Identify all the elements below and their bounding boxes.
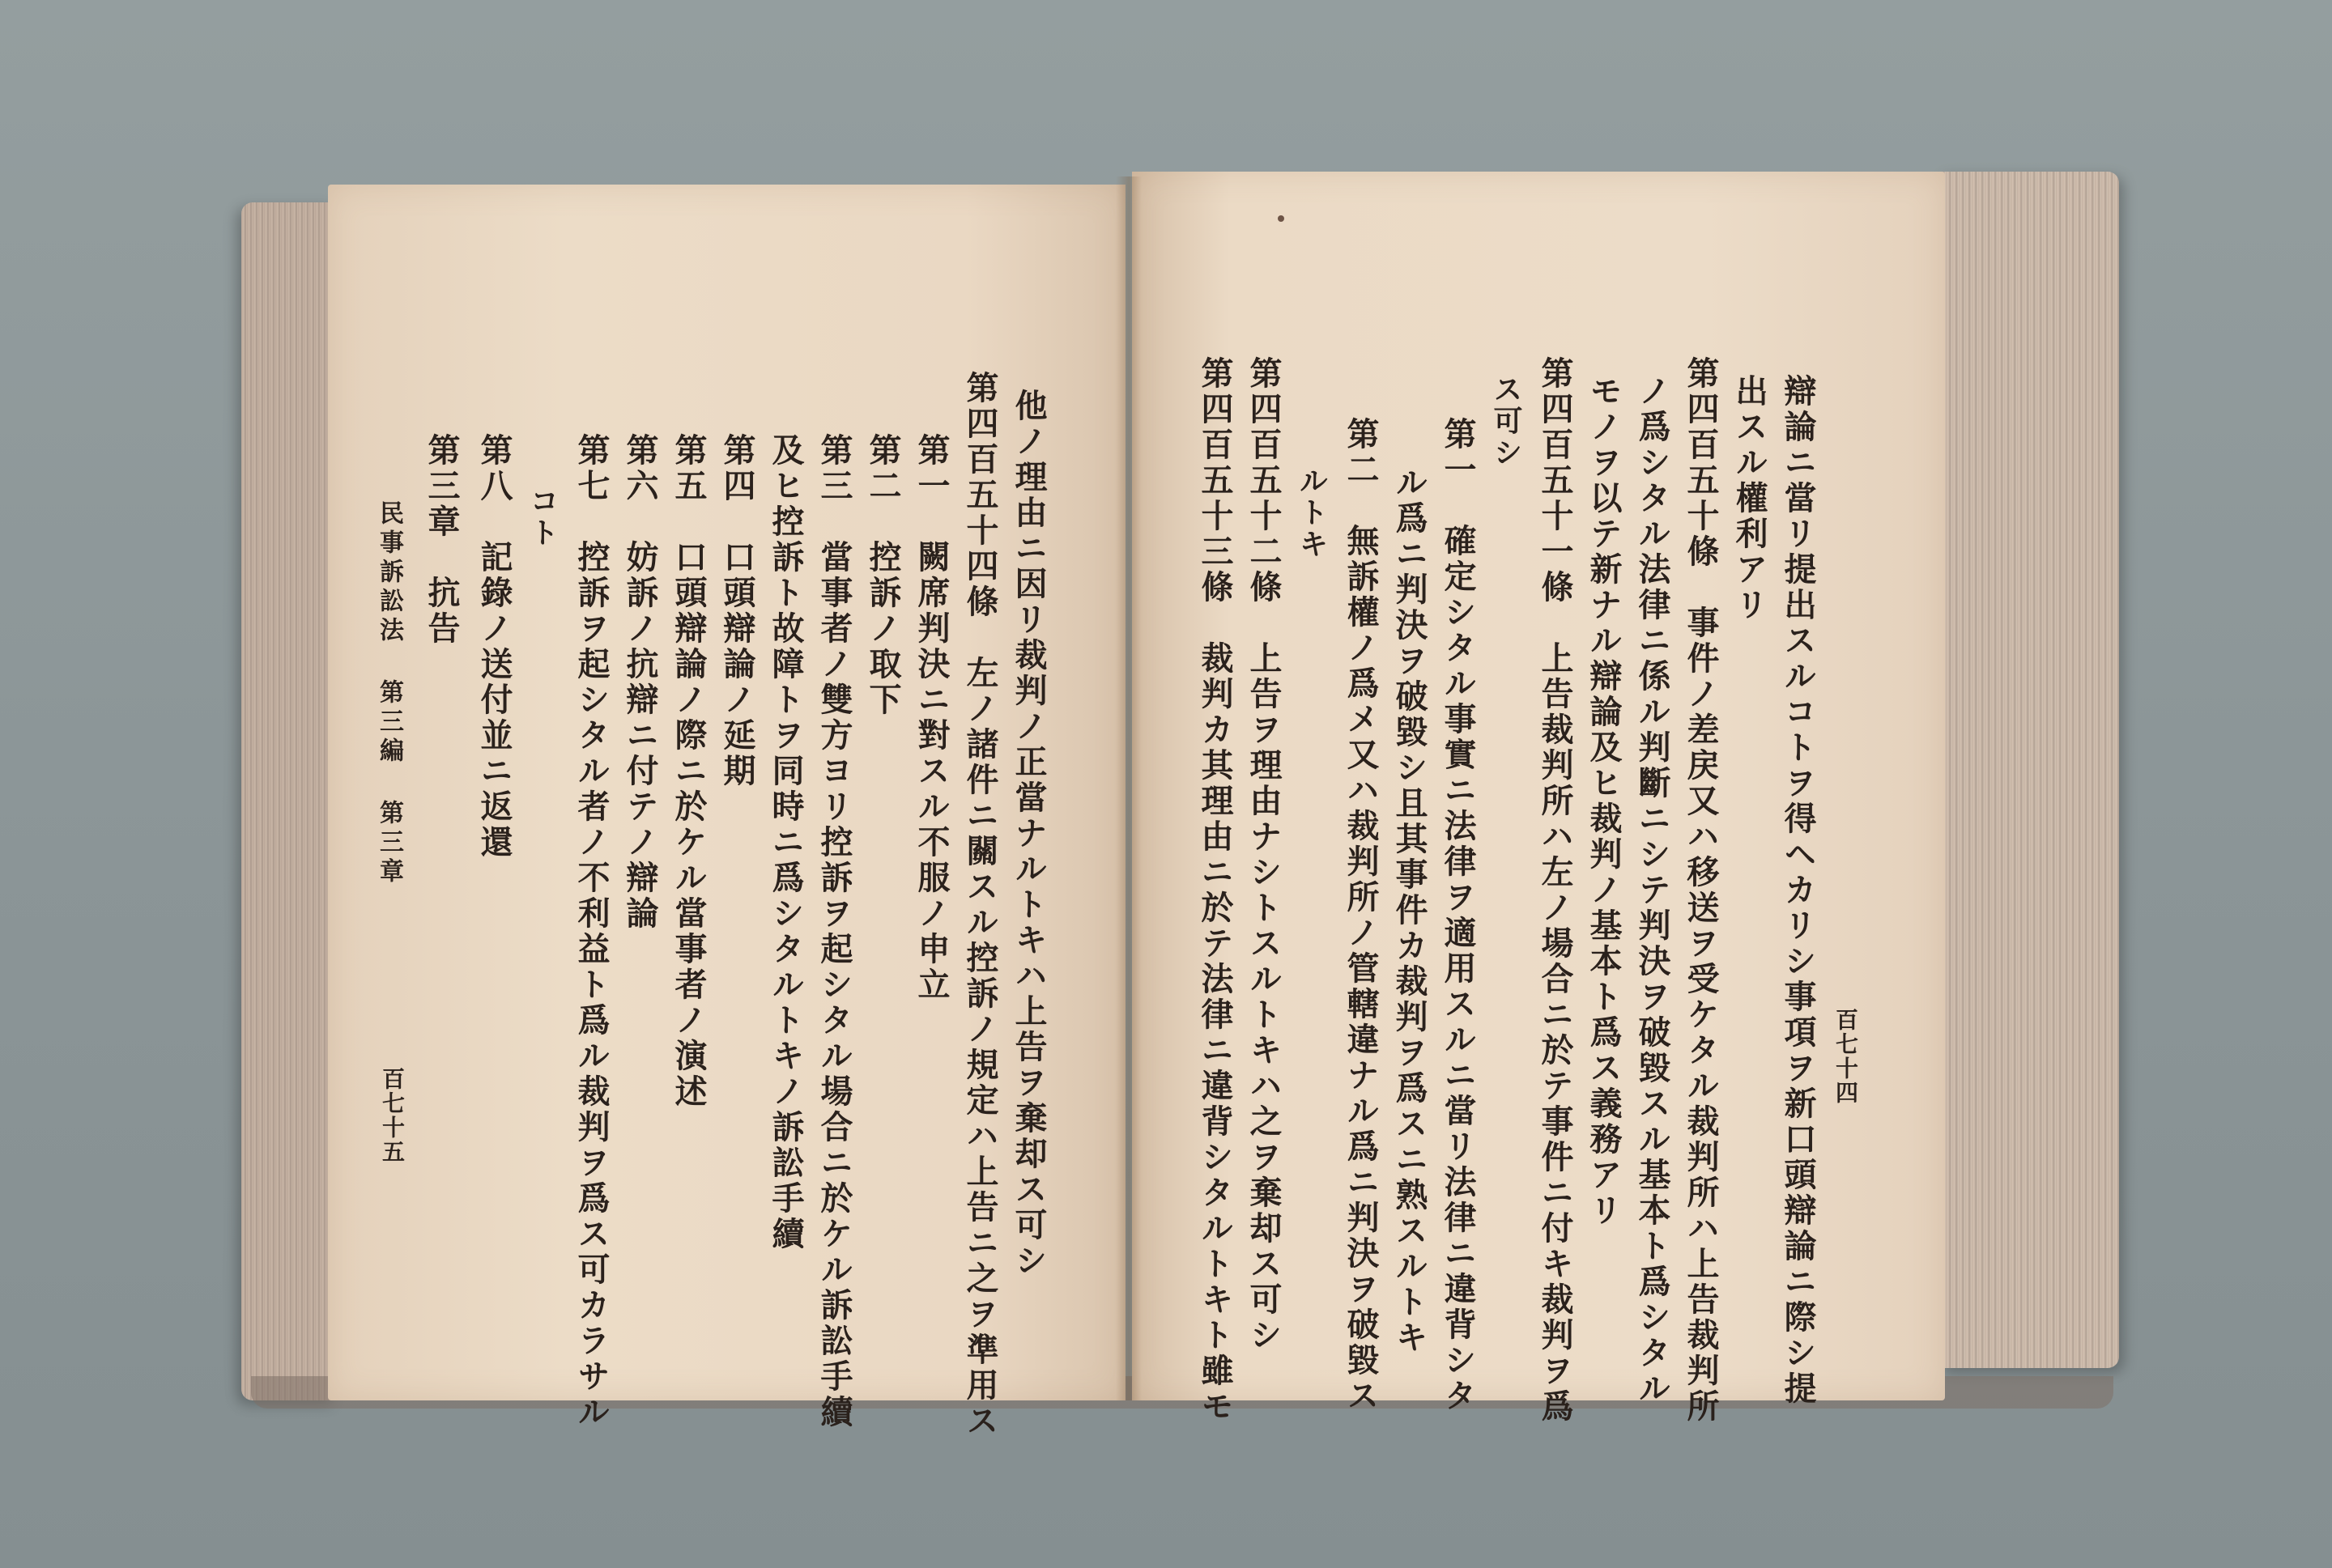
left-column-1: 他ノ理由ニ因リ裁判ノ正當ナルトキハ上告ヲ棄却ス可シ: [1010, 389, 1048, 1279]
right-page-edges: [1939, 172, 2119, 1368]
left-column-13: 第三章 抗告: [423, 433, 461, 647]
left-column-7: 第四 口頭辯論ノ延期: [718, 433, 756, 789]
right-column-8: 第一 確定シタル事實ニ法律ヲ適用スルニ當リ法律ニ違背シタ: [1439, 417, 1477, 1414]
right-column-11: ルトキ: [1295, 465, 1329, 560]
left-column-5: 第三 當事者ノ雙方ヨリ控訴ヲ起シタル場合ニ於ケル訴訟手續: [815, 433, 853, 1430]
left-page-number: 百七十五: [379, 1067, 406, 1164]
right-column-10: 第二 無訴權ノ爲メ又ハ裁判所ノ管轄違ナル爲ニ判決ヲ破毀ス: [1342, 417, 1380, 1414]
left-column-8: 第五 口頭辯論ノ際ニ於ケル當事者ノ演述: [670, 433, 708, 1110]
book-gutter: [1116, 176, 1142, 1400]
right-page-number: 百七十四: [1832, 1008, 1859, 1105]
left-column-12: 第八 記錄ノ送付並ニ返還: [475, 433, 513, 860]
right-column-5: モノヲ以テ新ナル辯論及ヒ裁判ノ基本ト爲ス義務アリ: [1585, 374, 1623, 1229]
right-column-3: 第四百五十條 事件ノ差戻又ハ移送ヲ受ケタル裁判所ハ上告裁判所: [1682, 356, 1720, 1425]
left-page: [328, 185, 1126, 1400]
left-page-edges: [241, 202, 337, 1400]
running-head: 民事訴訟法 第三編 第三章: [375, 500, 403, 887]
left-column-3: 第一 闕席判決ニ對スル不服ノ申立: [913, 433, 951, 1003]
right-column-2: 出スル權利アリ: [1730, 374, 1768, 623]
right-column-1: 辯論ニ當リ提出スルコトヲ得ヘカリシ事項ヲ新口頭辯論ニ際シ提: [1779, 374, 1817, 1407]
right-column-4: ノ爲シタル法律ニ係ル判斷ニシテ判決ヲ破毀スル基本ト爲シタル: [1633, 374, 1671, 1407]
left-column-4: 第二 控訴ノ取下: [864, 433, 902, 718]
right-column-13: 第四百五十三條 裁判カ其理由ニ於テ法律ニ違背シタルトキト雖モ: [1196, 356, 1234, 1425]
right-column-7: ス可シ: [1489, 374, 1523, 469]
show-through: [401, 330, 440, 361]
left-column-2: 第四百五十四條 左ノ諸件ニ關スル控訴ノ規定ハ上告ニ之ヲ準用ス: [961, 371, 999, 1439]
left-column-9: 第六 妨訴ノ抗辯ニ付テノ辯論: [621, 433, 659, 932]
right-column-6: 第四百五十一條 上告裁判所ハ左ノ場合ニ於テ事件ニ付キ裁判ヲ爲: [1536, 356, 1574, 1425]
ink-spot: [1278, 215, 1284, 222]
left-column-11: コト: [526, 486, 560, 549]
left-column-6: 及ヒ控訴ト故障トヲ同時ニ爲シタルトキノ訴訟手續: [767, 433, 805, 1252]
right-column-12: 第四百五十二條 上告ヲ理由ナシトスルトキハ之ヲ棄却ス可シ: [1245, 356, 1283, 1353]
right-column-9: ル爲ニ判決ヲ破毀シ且其事件カ裁判ヲ爲スニ熟スルトキ: [1390, 465, 1428, 1356]
left-column-10: 第七 控訴ヲ起シタル者ノ不利益ト爲ル裁判ヲ爲ス可カラサル: [572, 433, 611, 1430]
